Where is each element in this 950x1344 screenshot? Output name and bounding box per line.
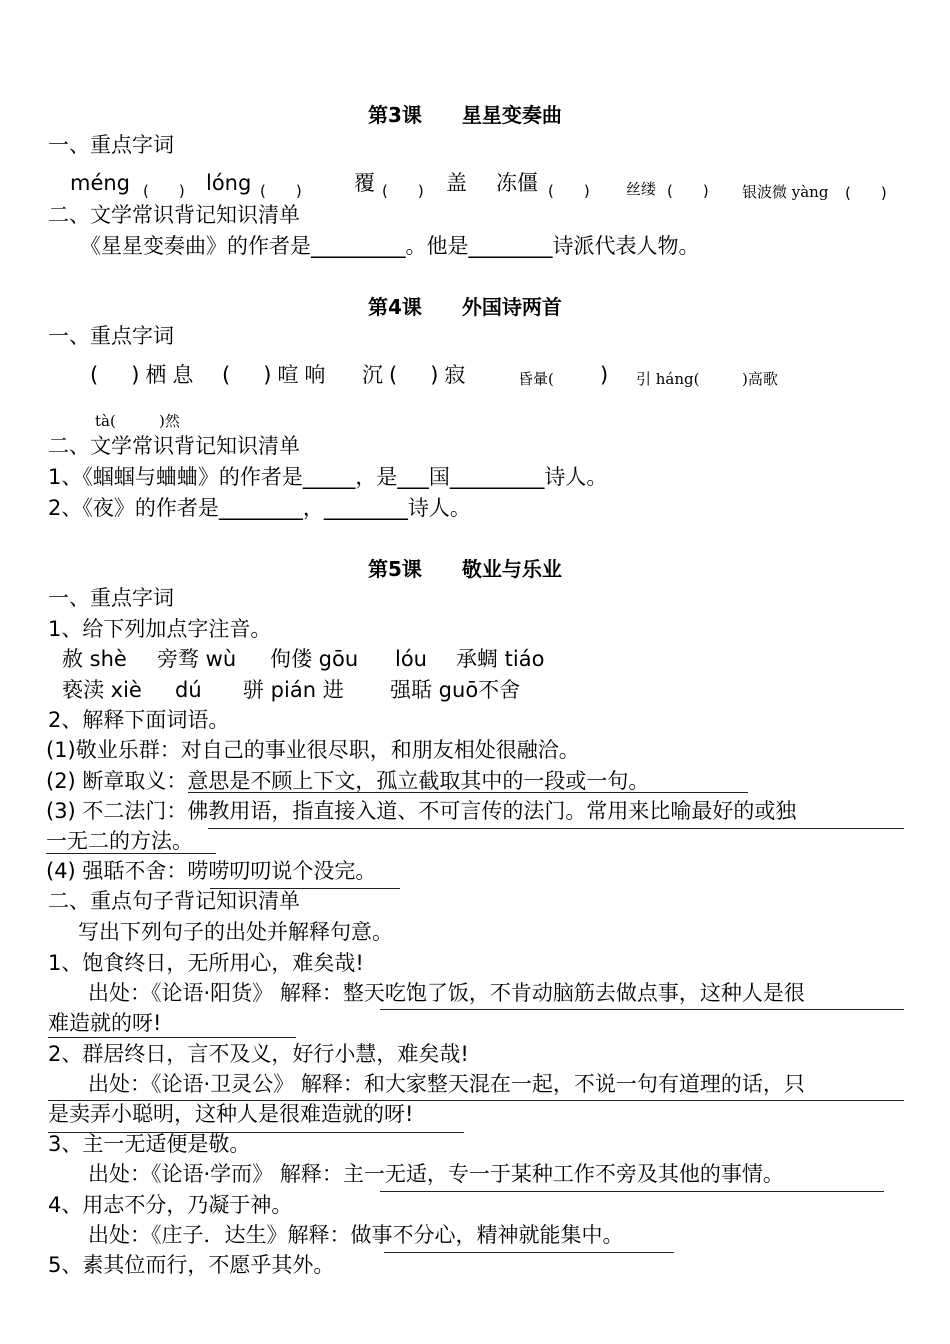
lesson5-word-she: 赦 shè xyxy=(62,647,127,671)
lesson4-word-chenji: 沉( )寂 xyxy=(362,363,472,387)
lesson3-word-silv: 丝缕 xyxy=(626,180,657,198)
answer-line xyxy=(208,828,904,829)
lesson4-title: 第4课 外国诗两首 xyxy=(368,295,562,319)
lesson5-phrase-3: 3、主一无适便是敬。 xyxy=(48,1132,251,1156)
lesson3-word-yinbo: 银波微 yàng xyxy=(742,183,829,201)
lesson5-word-lou: lóu xyxy=(395,647,427,671)
lesson5-instruction-2: 2、解释下面词语。 xyxy=(48,708,230,732)
answer-line xyxy=(188,792,748,793)
lesson3-blank-4: ( ) xyxy=(548,182,590,200)
lesson3-blank-2: ( ) xyxy=(260,182,302,200)
answer-line xyxy=(384,1252,674,1253)
lesson5-definition-1: (1)敬业乐群：对自己的事业很尽职，和朋友相处很融洽。 xyxy=(46,738,580,762)
lesson5-phrase-5: 5、素其位而行，不愿乎其外。 xyxy=(48,1253,335,1277)
answer-line xyxy=(380,1009,904,1010)
lesson4-word-taran: tà( xyxy=(95,412,116,430)
lesson3-blank-6: ( ) xyxy=(845,184,887,202)
lesson3-blank-5: ( ) xyxy=(667,182,709,200)
lesson5-phrase-3-source: 出处：《论语·学而》 解释：主一无适，专一于某种工作不旁及其他的事情。 xyxy=(88,1162,784,1186)
lesson5-phrase-4: 4、用志不分，乃凝于神。 xyxy=(48,1193,293,1217)
lesson4-word-xuanxiang: ( )喧响 xyxy=(222,363,332,387)
lesson5-intro: 写出下列句子的出处并解释句意。 xyxy=(78,920,393,944)
lesson4-section2-heading: 二、文学常识背记知识清单 xyxy=(48,434,300,458)
lesson3-word-meng: méng xyxy=(70,171,131,195)
lesson4-word-gaoge: )高歌 xyxy=(742,370,778,388)
lesson3-blank-1: ( ) xyxy=(143,182,185,200)
lesson3-word-long: lóng xyxy=(206,171,252,195)
lesson4-word-taran-close: )然 xyxy=(159,412,180,430)
lesson5-definition-4: (4) 强聒不舍：唠唠叨叨说个没完。 xyxy=(46,859,377,883)
lesson3-word-dongjiang: 冻僵 xyxy=(496,171,538,195)
lesson3-question-1: 《星星变奏曲》的作者是_________。他是________诗派代表人物。 xyxy=(80,234,700,258)
lesson5-phrase-1: 1、饱食终日，无所用心，难矣哉! xyxy=(48,951,364,975)
lesson5-phrase-2: 2、群居终日，言不及义，好行小慧，难矣哉! xyxy=(48,1042,469,1066)
lesson4-word-hunyun-close: ) xyxy=(600,363,609,387)
lesson3-title: 第3课 星星变奏曲 xyxy=(368,103,562,127)
lesson3-word-gai: 盖 xyxy=(446,171,467,195)
lesson4-question-1: 1、《蝈蝈与蛐蛐》的作者是_____，是___国_________诗人。 xyxy=(48,465,608,489)
lesson3-section1-heading: 一、重点字词 xyxy=(48,133,174,157)
lesson5-word-qiangguo: 强聒 guō不舍 xyxy=(390,678,521,702)
lesson5-instruction-1: 1、给下列加点字注音。 xyxy=(48,617,272,641)
lesson3-section2-heading: 二、文学常识背记知识清单 xyxy=(48,203,300,227)
lesson4-word-qixi: ( )栖息 xyxy=(90,363,200,387)
answer-line xyxy=(380,1191,884,1192)
answer-line xyxy=(46,853,216,854)
lesson4-word-hunyun: 昏暈( xyxy=(518,370,554,388)
lesson3-blank-3: ( ) xyxy=(382,182,424,200)
lesson5-word-pangwu: 旁骛 wù xyxy=(157,647,237,671)
lesson4-question-2: 2、《夜》的作者是________，________诗人。 xyxy=(48,496,471,520)
lesson5-section1-heading: 一、重点字词 xyxy=(48,586,174,610)
lesson5-phrase-1-cont: 难造就的呀! xyxy=(48,1011,162,1035)
lesson5-phrase-1-source: 出处：《论语·阳货》 解释：整天吃饱了饭，不肯动脑筋去做点事，这种人是很 xyxy=(88,981,805,1005)
lesson5-word-goulou: 佝偻 gōu xyxy=(270,647,359,671)
lesson5-definition-3b: 一无二的方法。 xyxy=(46,829,193,853)
lesson5-word-pianjin: 骈 pián 进 xyxy=(243,678,344,702)
lesson5-word-chengtiao: 承蜩 tiáo xyxy=(456,647,545,671)
answer-line xyxy=(48,1037,296,1038)
lesson5-phrase-4-source: 出处：《庄子．达生》解释：做事不分心，精神就能集中。 xyxy=(88,1223,624,1247)
lesson5-word-xiedu: 亵渎 xiè xyxy=(62,678,142,702)
lesson5-definition-3a: (3) 不二法门：佛教用语，指直接入道、不可言传的法门。常用来比喻最好的或独 xyxy=(46,799,797,823)
lesson5-title: 第5课 敬业与乐业 xyxy=(368,557,562,581)
lesson4-word-yinhang: 引 háng( xyxy=(636,370,700,388)
lesson5-definition-2: (2) 断章取义：意思是不顾上下文，孤立截取其中的一段或一句。 xyxy=(46,769,650,793)
lesson5-word-du: dú xyxy=(175,678,202,702)
lesson4-section1-heading: 一、重点字词 xyxy=(48,324,174,348)
lesson3-word-fu: 覆 xyxy=(354,171,375,195)
lesson5-phrase-2-source: 出处：《论语·卫灵公》 解释：和大家整天混在一起，不说一句有道理的话，只 xyxy=(88,1072,805,1096)
lesson5-phrase-2-cont: 是卖弄小聪明，这种人是很难造就的呀! xyxy=(48,1102,414,1126)
lesson5-section2-heading: 二、重点句子背记知识清单 xyxy=(48,889,300,913)
